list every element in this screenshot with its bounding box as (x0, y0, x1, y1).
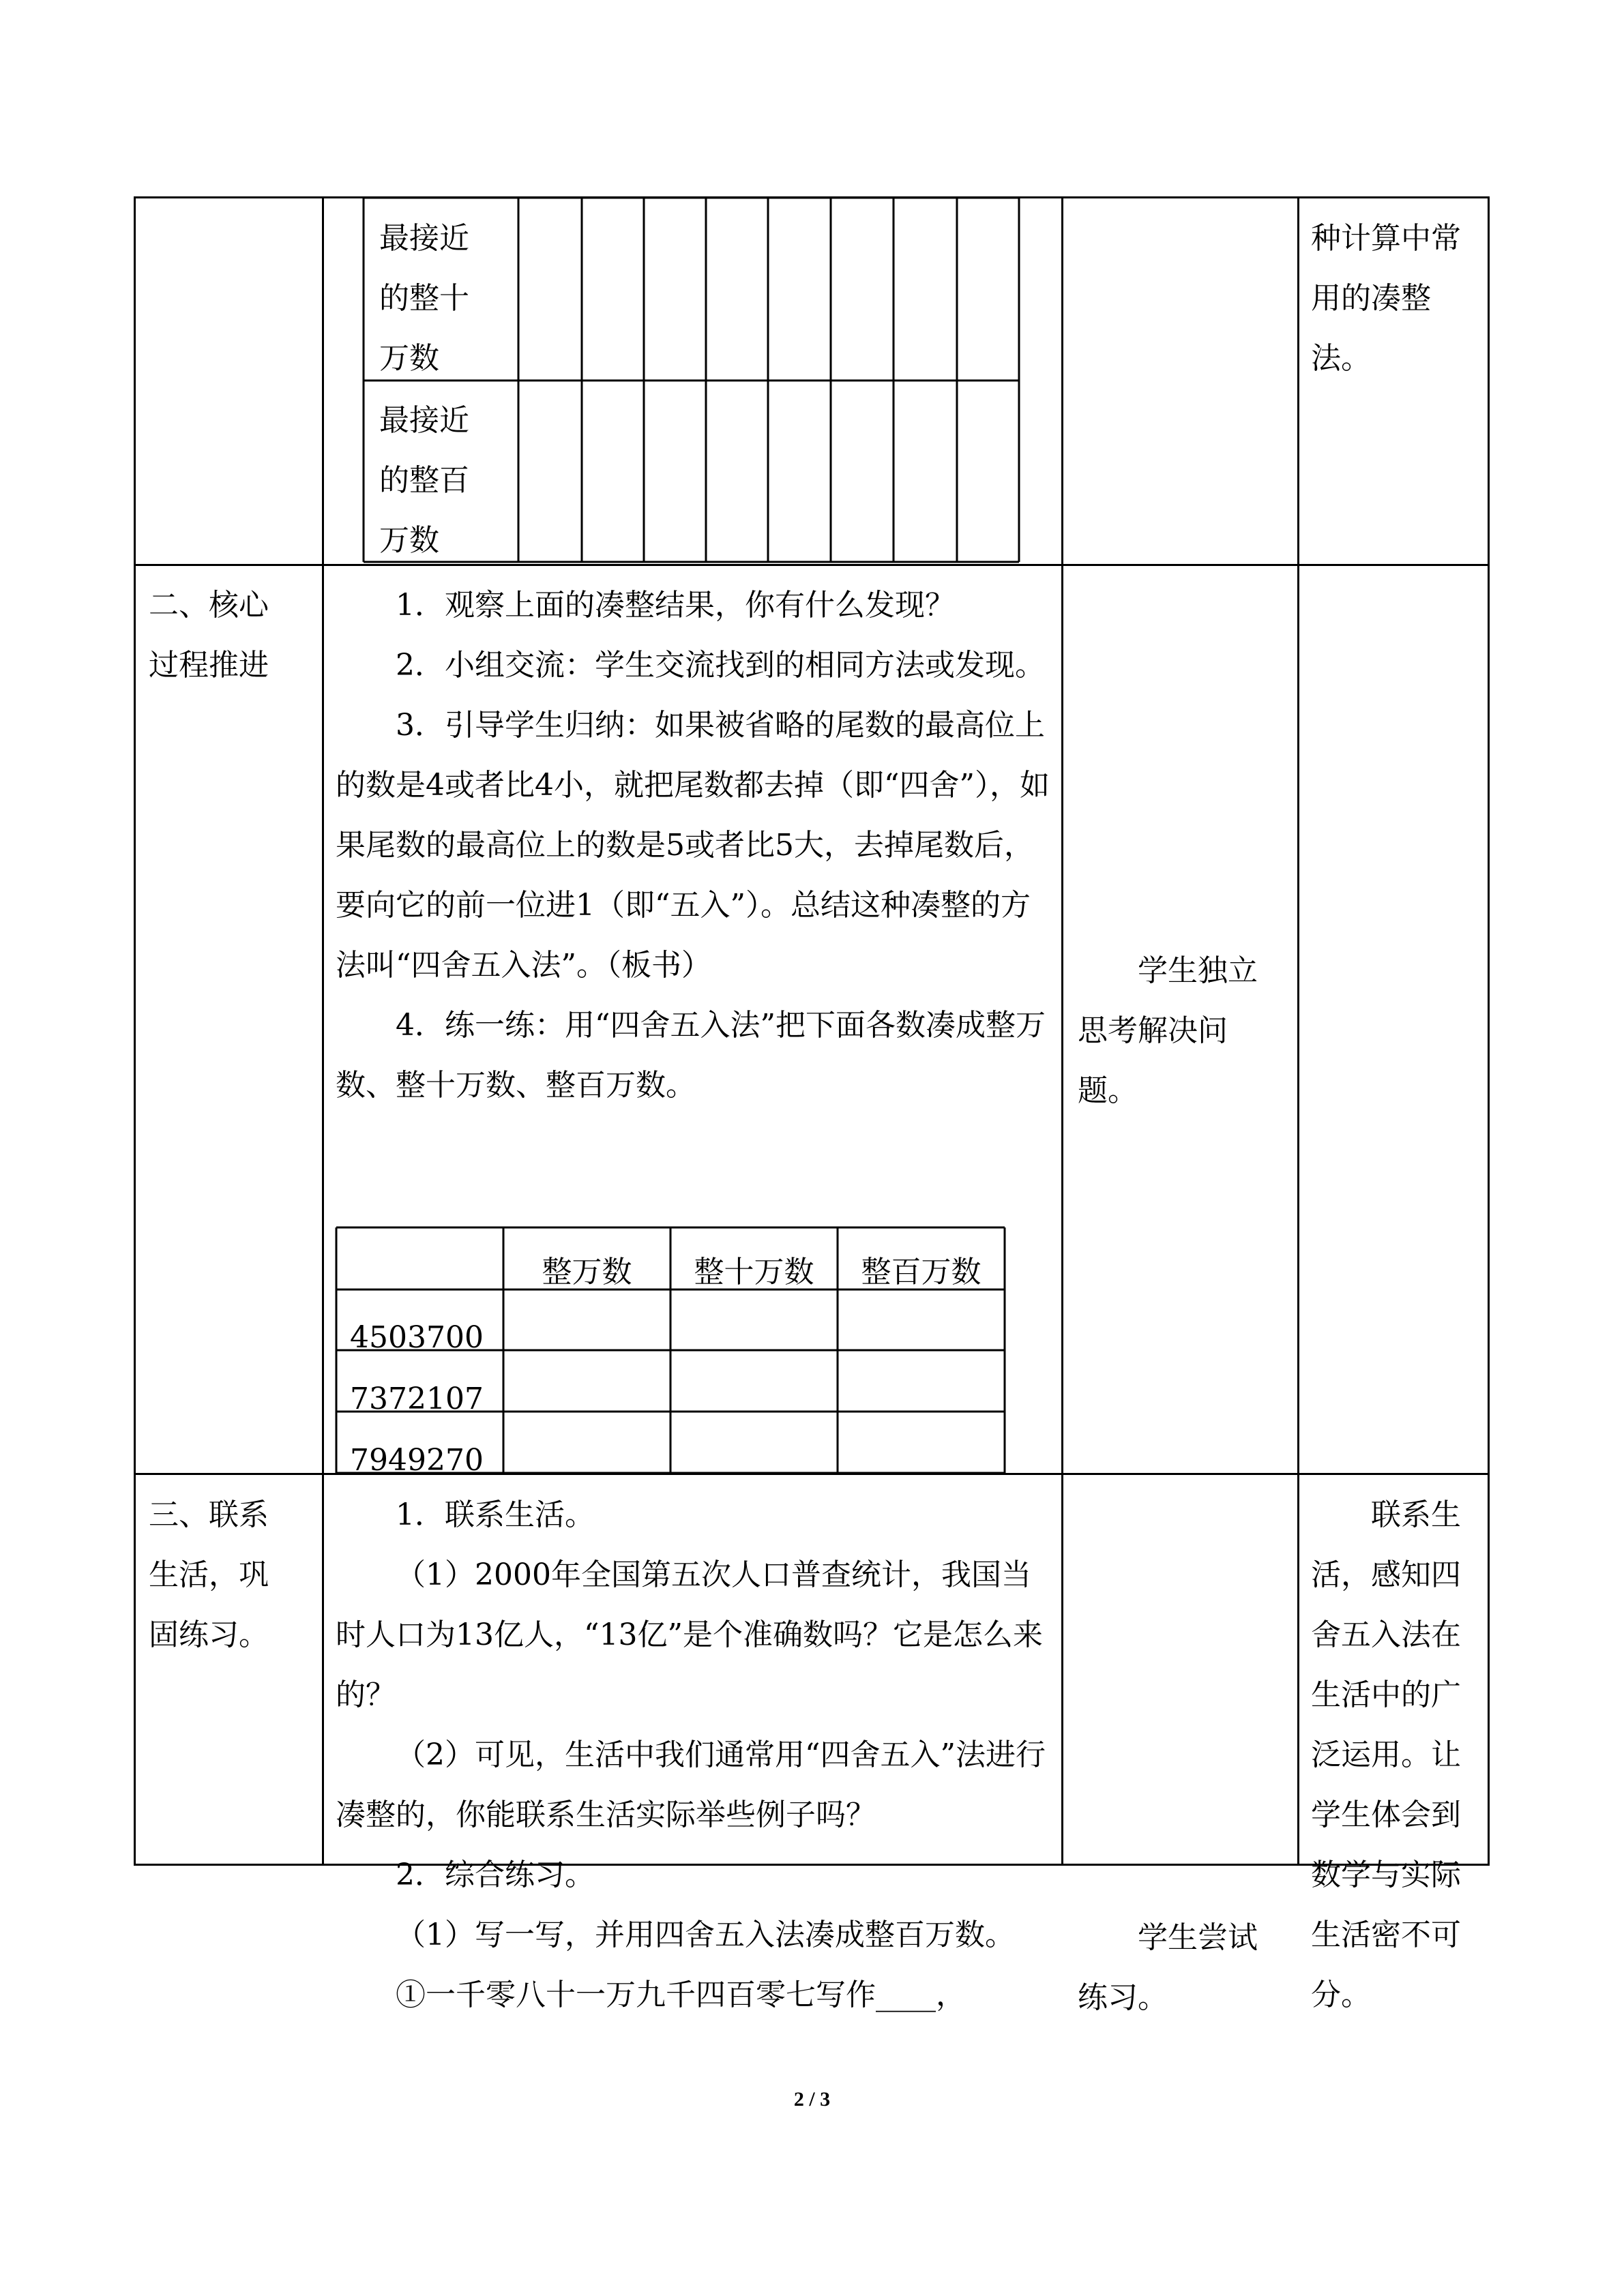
inner-row-label: 最接近 的整百 万数 (379, 403, 469, 558)
paragraph: 1．联系生活。 (396, 1497, 595, 1532)
table-header: 整万数 (542, 1255, 632, 1289)
paragraph: 4．练一练：用“四舍五入法”把下面各数凑成整万数、整十万数、整百万数。 (336, 1008, 1046, 1103)
paragraph: （1）2000年全国第五次人口普查统计，我国当时人口为13亿人，“13亿”是个准确数吗？它是怎么来的？ (336, 1557, 1043, 1712)
table-row-label: 7949270 (350, 1443, 484, 1478)
student-activity: 学生独立 思考解决问 题。 (1078, 953, 1258, 1108)
paragraph: ①一千零八十一万九千四百零七写作____， (396, 1978, 966, 2012)
student-activity: 学生尝试 练习。 (1078, 1920, 1258, 2015)
page-number: 2 / 3 (793, 2088, 831, 2111)
design-intent-note: 种计算中常 用的凑整 法。 (1311, 221, 1461, 376)
paragraph: 2．小组交流：学生交流找到的相同方法或发现。 (396, 648, 1045, 683)
paragraph: 3．引导学生归纳：如果被省略的尾数的最高位上的数是4或者比4小，就把尾数都去掉（即“四舍”），如果尾数的最高位上的数是5或者比5大，去掉尾数后，要向它的前一位进1（即“五入”）。总结这种凑整的方法叫“四舍五入法”。（板书） (336, 708, 1050, 983)
stage-label: 三、联系 生活，巩 固练习。 (149, 1497, 269, 1652)
teaching-process-text (336, 1485, 1053, 2025)
paragraph: 1．观察上面的凑整结果，你有什么发现？ (396, 588, 955, 623)
table-row-label: 7372107 (350, 1382, 484, 1416)
paragraph: （2）可见，生活中我们通常用“四舍五入”法进行凑整的，你能联系生活实际举些例子吗？ (336, 1738, 1046, 1832)
table-row-label: 4503700 (350, 1320, 484, 1355)
design-intent-note: 联系生 活，感知四 舍五入法在 生活中的广 泛运用。让 学生体会到 数学与实际 生活密不可 分。 (1311, 1497, 1461, 2012)
teaching-process-text (336, 576, 1053, 1116)
paragraph: （1）写一写，并用四舍五入法凑成整百万数。 (396, 1918, 1015, 1952)
stage-label: 二、核心 过程推进 (149, 588, 269, 683)
inner-row-label: 最接近 的整十 万数 (379, 221, 469, 376)
table-header: 整百万数 (861, 1255, 981, 1289)
table-header: 整十万数 (694, 1255, 814, 1289)
paragraph: 2．综合练习。 (396, 1858, 595, 1892)
